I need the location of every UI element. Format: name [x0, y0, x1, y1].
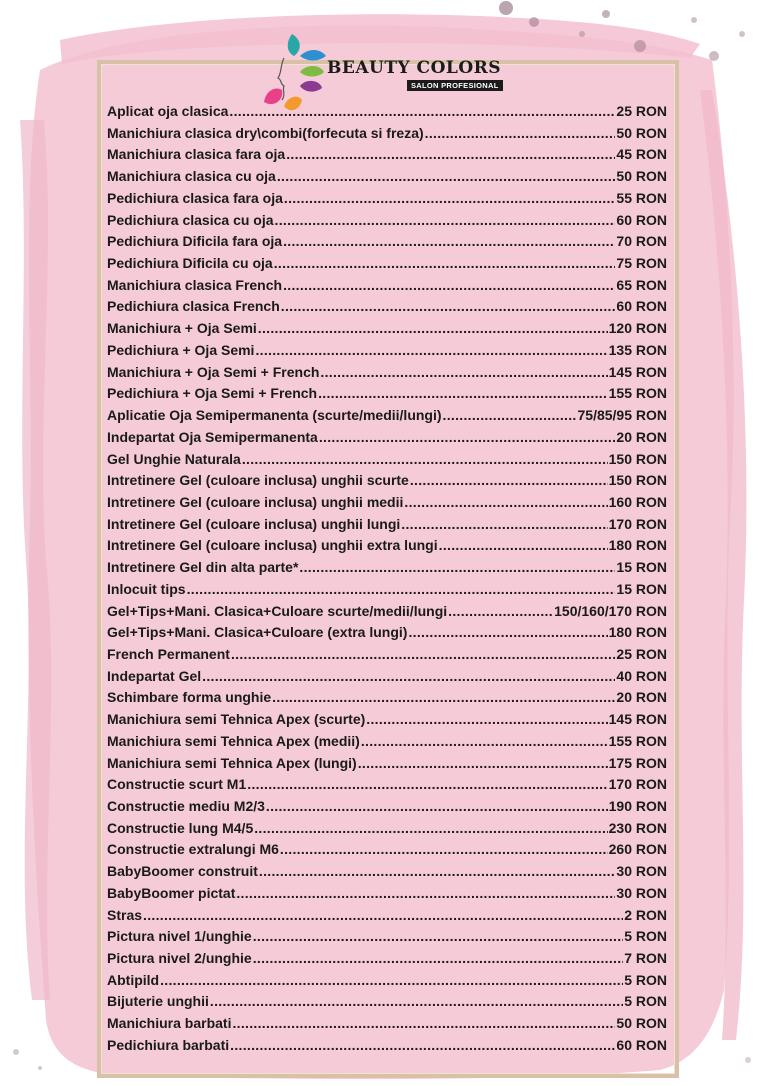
dot-leader [299, 559, 615, 575]
service-price: 170 RON [608, 515, 667, 532]
price-row [107, 212, 667, 234]
service-price: 150 RON [608, 450, 667, 467]
price-row [107, 798, 667, 820]
service-name: Aplicat oja clasica [107, 103, 229, 119]
dot-leader [258, 320, 608, 336]
service-name: Pedichiura Dificila fara oja [107, 233, 283, 250]
price-row [107, 841, 667, 863]
price-row [107, 928, 667, 950]
service-price: 65 RON [616, 276, 667, 293]
price-row [107, 1015, 667, 1037]
service-price: 180 RON [608, 537, 667, 554]
service-name: Pedichiura + Oja Semi + French [107, 385, 318, 402]
dot-leader [242, 451, 608, 467]
service-price: 75 RON [616, 255, 667, 272]
service-price: 230 RON [608, 819, 667, 836]
price-row [107, 689, 667, 711]
dot-leader [143, 907, 623, 923]
price-row [107, 885, 667, 907]
service-name: Indepartat Gel [107, 667, 202, 684]
service-name: Manichiura clasica French [107, 276, 283, 293]
service-price: 25 RON [616, 645, 667, 662]
price-row [107, 342, 667, 364]
service-name: Bijuterie unghii [107, 993, 209, 1010]
price-row [107, 168, 667, 190]
dot-leader [280, 841, 608, 857]
service-price: 170 RON [608, 776, 667, 793]
dot-leader [410, 472, 608, 488]
brand-name: BEAUTY COLORS [327, 58, 502, 78]
service-price: 5 RON [624, 993, 667, 1010]
price-row [107, 516, 667, 538]
service-name: Manichiura semi Tehnica Apex (lungi) [107, 754, 357, 771]
dot-leader [255, 342, 607, 358]
service-price: 190 RON [608, 798, 667, 814]
price-row [107, 190, 667, 212]
service-name: Pedichiura clasica French [107, 298, 280, 315]
dot-leader [210, 993, 623, 1009]
service-name: Stras [107, 906, 143, 923]
service-name: Pictura nivel 2/unghie [107, 950, 252, 967]
service-price: 150/160/170 RON [554, 602, 667, 619]
dot-leader [358, 755, 608, 771]
dot-leader [253, 950, 624, 966]
service-price: 75/85/95 RON [577, 407, 667, 424]
service-name: Constructie extralungi M6 [107, 841, 279, 858]
service-price: 50 RON [616, 124, 667, 141]
service-price: 30 RON [616, 884, 667, 901]
service-price: 150 RON [608, 472, 667, 489]
service-name: Gel Unghie Naturala [107, 450, 241, 467]
price-row [107, 255, 667, 277]
service-price: 50 RON [616, 168, 667, 185]
price-row [107, 950, 667, 972]
service-name: BabyBoomer pictat [107, 884, 236, 901]
service-name: Intretinere Gel (culoare inclusa) unghii lungi [107, 515, 401, 532]
service-price: 20 RON [616, 428, 667, 445]
price-row [107, 1037, 667, 1059]
service-name: Pictura nivel 1/unghie [107, 928, 252, 945]
service-name: Manichiura + Oja Semi + French [107, 363, 320, 380]
service-price: 60 RON [616, 298, 667, 315]
service-price: 15 RON [616, 559, 667, 576]
service-price: 145 RON [608, 363, 667, 380]
price-row [107, 125, 667, 147]
service-name: Gel+Tips+Mani. Clasica+Culoare (extra lungi) [107, 624, 408, 641]
service-price: 60 RON [616, 211, 667, 228]
dot-leader [187, 581, 616, 597]
price-list [107, 103, 667, 1059]
dot-leader [247, 776, 607, 792]
dot-leader [401, 516, 607, 532]
dot-leader [259, 863, 616, 879]
service-price: 260 RON [608, 841, 667, 858]
price-row [107, 603, 667, 625]
service-name: Pedichiura + Oja Semi [107, 341, 255, 358]
dot-leader [253, 928, 624, 944]
dot-leader [283, 277, 615, 293]
dot-leader [230, 1037, 615, 1053]
dot-leader [425, 125, 616, 141]
price-row [107, 863, 667, 885]
price-row [107, 776, 667, 798]
service-name: Inlocuit tips [107, 580, 186, 597]
service-name: Manichiura semi Tehnica Apex (scurte) [107, 711, 366, 728]
dot-leader [229, 103, 615, 119]
price-row [107, 972, 667, 994]
service-name: Constructie mediu M2/3 [107, 798, 265, 814]
service-price: 180 RON [608, 624, 667, 641]
service-name: Aplicatie Oja Semipermanenta (scurte/medii/lungi) [107, 407, 442, 424]
brand-tagline: SALON PROFESIONAL [407, 80, 503, 91]
dot-leader [202, 668, 615, 684]
service-name: Intretinere Gel (culoare inclusa) unghii extra lungi [107, 537, 438, 554]
price-row [107, 494, 667, 516]
service-price: 155 RON [608, 732, 667, 749]
service-name: Constructie lung M4/5 [107, 819, 254, 836]
service-name: Manichiura + Oja Semi [107, 320, 257, 337]
dot-leader [284, 190, 616, 206]
dot-leader [254, 820, 607, 836]
price-row [107, 711, 667, 733]
price-row [107, 146, 667, 168]
service-name: Constructie scurt M1 [107, 776, 247, 793]
service-name: Manichiura clasica fara oja [107, 146, 286, 163]
price-row [107, 646, 667, 668]
service-name: Pedichiura Dificila cu oja [107, 255, 273, 272]
service-name: Intretinere Gel (culoare inclusa) unghii scurte [107, 472, 409, 489]
price-row [107, 993, 667, 1015]
dot-leader [272, 689, 615, 705]
dot-leader [366, 711, 607, 727]
service-price: 5 RON [624, 928, 667, 945]
service-name: Schimbare forma unghie [107, 689, 272, 706]
service-price: 30 RON [616, 863, 667, 880]
service-price: 120 RON [608, 320, 667, 337]
service-price: 20 RON [616, 689, 667, 706]
service-price: 25 RON [616, 103, 667, 119]
dot-leader [274, 255, 616, 271]
service-price: 45 RON [616, 146, 667, 163]
price-row [107, 103, 667, 125]
service-price: 145 RON [608, 711, 667, 728]
price-row [107, 451, 667, 473]
service-name: Pedichiura clasica cu oja [107, 211, 274, 228]
service-price: 70 RON [616, 233, 667, 250]
service-name: Indepartat Oja Semipermanenta [107, 428, 318, 445]
dot-leader [236, 885, 615, 901]
service-price: 2 RON [624, 906, 667, 923]
service-price: 50 RON [616, 1015, 667, 1032]
service-name: Pedichiura clasica fara oja [107, 189, 283, 206]
price-row [107, 298, 667, 320]
service-name: French Permanent [107, 645, 230, 662]
service-price: 40 RON [616, 667, 667, 684]
price-row [107, 907, 667, 929]
service-name: Manichiura clasica dry\combi(forfecuta si freza) [107, 124, 424, 141]
service-name: Manichiura clasica cu oja [107, 168, 276, 185]
service-name: Manichiura barbati [107, 1015, 232, 1032]
service-price: 7 RON [624, 950, 667, 967]
dot-leader [266, 798, 608, 814]
service-price: 155 RON [608, 385, 667, 402]
dot-leader [320, 364, 607, 380]
service-price: 55 RON [616, 189, 667, 206]
price-row [107, 733, 667, 755]
price-row [107, 385, 667, 407]
service-price: 160 RON [608, 493, 667, 510]
dot-leader [443, 407, 577, 423]
price-row [107, 364, 667, 386]
dot-leader [281, 298, 616, 314]
service-name: BabyBoomer construit [107, 863, 258, 880]
service-price: 175 RON [608, 754, 667, 771]
dot-leader [448, 603, 553, 619]
dot-leader [286, 146, 615, 162]
service-name: Manichiura semi Tehnica Apex (medii) [107, 732, 360, 749]
price-row [107, 755, 667, 777]
price-row [107, 559, 667, 581]
dot-leader [283, 233, 615, 249]
dot-leader [160, 972, 623, 988]
service-price: 60 RON [616, 1036, 667, 1053]
price-row [107, 233, 667, 255]
service-name: Intretinere Gel (culoare inclusa) unghii medii [107, 493, 404, 510]
dot-leader [404, 494, 607, 510]
service-name: Abtipild [107, 971, 160, 988]
dot-leader [361, 733, 608, 749]
dot-leader [232, 1015, 615, 1031]
price-row [107, 472, 667, 494]
price-row [107, 820, 667, 842]
price-row [107, 320, 667, 342]
price-row [107, 277, 667, 299]
price-row [107, 407, 667, 429]
service-price: 15 RON [616, 580, 667, 597]
service-name: Gel+Tips+Mani. Clasica+Culoare scurte/medii/lungi [107, 602, 448, 619]
service-price: 135 RON [608, 341, 667, 358]
price-row [107, 581, 667, 603]
price-row [107, 537, 667, 559]
service-name: Pedichiura barbati [107, 1036, 230, 1053]
dot-leader [408, 624, 607, 640]
service-name: Intretinere Gel din alta parte* [107, 559, 299, 576]
price-row [107, 429, 667, 451]
price-row [107, 624, 667, 646]
dot-leader [275, 212, 616, 228]
service-price: 5 RON [624, 971, 667, 988]
dot-leader [439, 537, 608, 553]
dot-leader [231, 646, 615, 662]
dot-leader [277, 168, 616, 184]
dot-leader [319, 429, 616, 445]
price-row [107, 668, 667, 690]
dot-leader [318, 385, 608, 401]
